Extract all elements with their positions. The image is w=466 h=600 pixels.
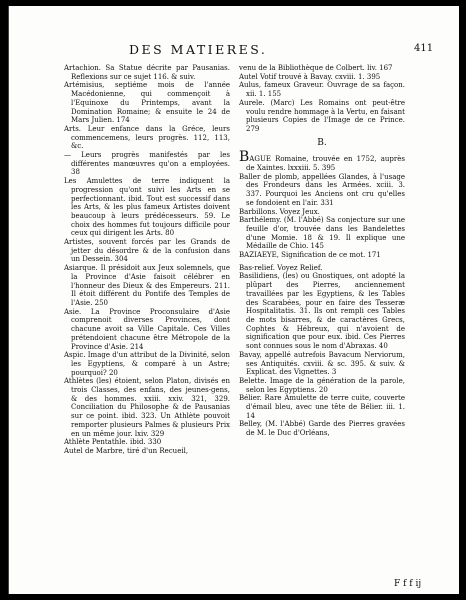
index-entry: Baller de plomb, appellées Glandes, à l'usage des Frondeurs dans les Armées. xciii. 3. 337. Pourquoi les Anciens ont cru qu'elles se fondoient en l'air. 331 bbox=[239, 172, 405, 207]
printer-signature: F f f ij bbox=[394, 579, 422, 589]
index-entry: Autel Votif trouvé à Bavay. cxviii. 1. 395 bbox=[239, 72, 381, 81]
index-entry: Barbillons. Voyez Jeux. bbox=[239, 207, 320, 216]
index-entry: venu de la Bibliothèque de Colbert. liv. 167 bbox=[239, 64, 393, 72]
index-entry: Aspic. Image d'un attribut de la Divinité, selon les Egyptiens, & comparé à un Astre; pourquoi? 20 bbox=[64, 351, 230, 377]
page-header bbox=[9, 42, 459, 58]
right-column bbox=[239, 64, 405, 438]
index-entry: Barthélemy. (M. l'Abbé) Sa conjecture sur une feuille d'or, trouvée dans les Bandelettes d'une Momie. 18 & 19. Il explique une Médaille de Chio. 145 bbox=[239, 216, 405, 251]
index-entry: Artémisius, septiéme mois de l'année Macédonienne, qui commençoit à l'Equinoxe du Printemps, avant la Domination Romaine; & ensuite le 24 de Mars Julien. 174 bbox=[64, 81, 230, 125]
left-column bbox=[64, 64, 230, 456]
index-entry: Bélier. Rare Amulette de terre cuite, couverte d'émail bleu, avec une tête de Bélier. iii. 1. 14 bbox=[239, 394, 405, 420]
index-entry: Autel de Marbre, tiré d'un Recueil, bbox=[64, 446, 189, 455]
running-title: DES MATIERES. bbox=[129, 42, 268, 57]
index-entry: Asie. La Province Proconsulaire d'Asie comprenoit diverses Provinces, dont chacune avoit sa Ville Capitale. Ces Villes prétendoient chacune être Métropole de la Province d'Asie. 214 bbox=[64, 307, 230, 351]
index-entry: BAGUE Romaine, trouvée en 1752, auprès de Xaintes. lxxxiii. 5. 395 bbox=[239, 149, 405, 173]
index-entry: Aulus, fameux Graveur. Ouvrage de sa façon. xii. 1. 155 bbox=[239, 81, 405, 99]
index-entry: Asiarque. Il présidoit aux Jeux solemnels, que la Province d'Asie faisoit célébrer en l'honneur des Dieux & des Empereurs. 211. Il étoit différent du Pontife des Temples de l'Asie. 250 bbox=[64, 264, 230, 307]
index-entry: — Leurs progrès manifestés par les différentes manœuvres qu'on a employées. 38 bbox=[64, 151, 230, 177]
index-entry: Aurele. (Marc) Les Romains ont peut-être voulu rendre hommage à la Vertu, en faisant plusieurs Copies de l'Image de ce Prince. 279 bbox=[239, 98, 405, 133]
index-entry: Belette. Image de la génération de la parole, selon les Egyptiens. 20 bbox=[239, 376, 405, 394]
index-entry: Arts. Leur enfance dans la Gréce, leurs commencemens, leurs progrès. 112, 113, &c. bbox=[64, 124, 230, 151]
index-entry: Artistes, souvent forcés par les Grands de jetter du désordre & de la confusion dans un Dessein. 304 bbox=[64, 238, 230, 264]
index-entry: Belley, (M. l'Abbé) Garde des Pierres gravées de M. le Duc d'Orléans, bbox=[239, 420, 405, 438]
index-entry: Bas-relief. Voyez Relief. bbox=[239, 263, 323, 272]
index-entry: Les Amulettes de terre indiquent la progression qu'ont suivi les Arts en se perfectionnant. ibid. Tout est successif dans les Arts, & les plus fameux Artistes doivent beaucoup à leurs prédécesseurs. 59. Le choix des hommes fut toujours difficile pour ceux qui dirigent les Arts. 80 bbox=[64, 177, 230, 238]
index-entry: Bavay, appellé autrefois Bavacum Nerviorum, ses Antiquités. cxviii. & sc. 395. & suiv. & Explicat. des Vignettes. 3 bbox=[239, 350, 405, 377]
index-entry: BAZIAEYE, Signification de ce mot. 171 bbox=[239, 251, 381, 260]
section-letter: B. bbox=[317, 137, 327, 148]
page-number: 411 bbox=[414, 43, 434, 54]
index-entry: Athlètes (les) étoient, selon Platon, divisés en trois Classes, des enfans, des jeunes-gens, & des hommes. xxiii. xxiv. 321, 329. Conciliation du Philosophe & de Pausanias sur ce point. ibid. 323. Un Athlète pouvoit remporter plusieurs Palmes & plusieurs Prix en un même jour. lxiv. 329 bbox=[64, 377, 230, 438]
index-entry: Artachion. Sa Statue décrite par Pausanias. Reflexions sur ce sujet 116. & suiv. bbox=[64, 64, 230, 81]
index-entry: Basilidiens, (les) ou Gnostiques, ont adopté la plûpart des Pierres, anciennement travaillées par les Egyptiens, & les Tables des Scarabées, pour en faire des Tesseræ Hospitalitatis. 31. Ils ont rempli ces Tables de mots bisarres, & de caractères Grecs, Cophtes & Hébreux, qui n'avoient de signification que pour eux. ibid. Ces Pierres sont connues sous le nom d'Abraxas. 40 bbox=[239, 272, 405, 351]
index-entry: Athlète Pentathle. ibid. 330 bbox=[64, 438, 162, 447]
book-page bbox=[8, 6, 459, 594]
